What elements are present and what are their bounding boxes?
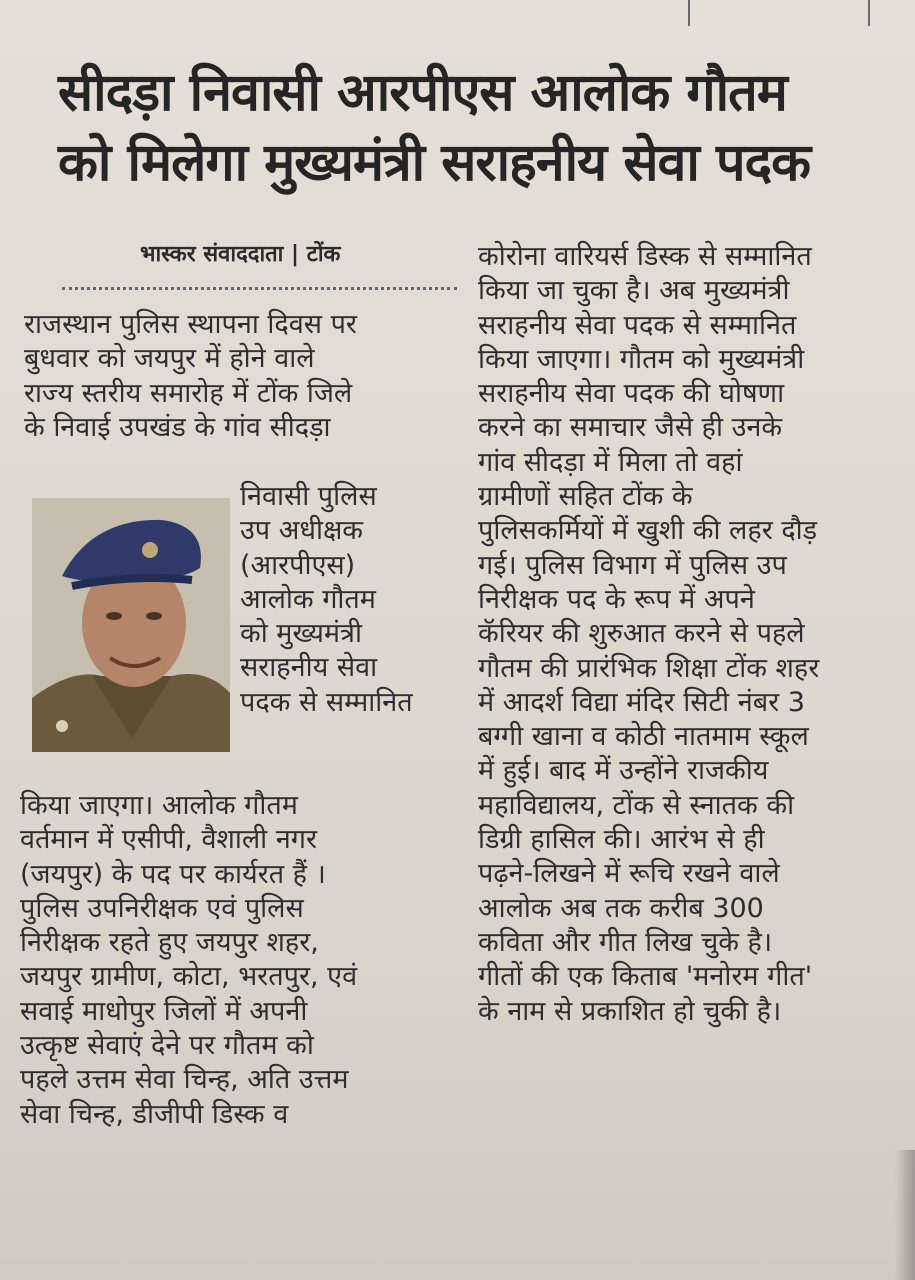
body-line: आलोक गौतम xyxy=(240,583,376,615)
headline-line-2: को मिलेगा मुख्यमंत्री सराहनीय सेवा पदक xyxy=(58,133,811,193)
body-line: वर्तमान में एसीपी, वैशाली नगर xyxy=(20,824,317,856)
body-line: पहले उत्तम सेवा चिन्ह, अति उत्तम xyxy=(20,1064,349,1096)
body-line: किया जाएगा। आलोक गौतम xyxy=(20,790,298,821)
body-column-left-top xyxy=(24,308,464,445)
byline-divider xyxy=(62,287,457,290)
body-line: आलोक अब तक करीब 300 xyxy=(478,892,764,924)
body-column-left-bottom xyxy=(20,789,465,1132)
body-line: गांव सीदड़ा में मिला तो वहां xyxy=(478,446,743,478)
body-line: उप अधीक्षक xyxy=(240,515,364,547)
body-line: निरीक्षक पद के रूप में अपने xyxy=(478,583,755,615)
body-line: गीतों की एक किताब 'मनोरम गीत' xyxy=(478,961,813,993)
page-edge-shadow xyxy=(895,1150,915,1280)
body-line: करने का समाचार जैसे ही उनके xyxy=(478,412,783,444)
body-line: पुलिसकर्मियों में खुशी की लहर दौड़ xyxy=(478,515,818,547)
body-line: जयपुर ग्रामीण, कोटा, भरतपुर, एवं xyxy=(20,961,358,993)
body-line: गौतम की प्रारंभिक शिक्षा टोंक शहर xyxy=(478,652,820,684)
body-line: राजस्थान पुलिस स्थापना दिवस पर xyxy=(24,309,357,340)
body-line: डिग्री हासिल की। आरंभ से ही xyxy=(478,824,765,856)
body-line: (जयपुर) के पद पर कार्यरत हैं । xyxy=(20,858,326,890)
body-line: कोरोना वारियर्स डिस्क से सम्मानित xyxy=(478,241,812,272)
byline: भास्कर संवाददाता | टोंक xyxy=(140,242,341,267)
officer-portrait-illustration xyxy=(32,498,230,752)
body-line: पुलिस उपनिरीक्षक एवं पुलिस xyxy=(20,892,304,924)
body-line: सवाई माधोपुर जिलों में अपनी xyxy=(20,995,308,1027)
body-line: ग्रामीणों सहित टोंक के xyxy=(478,481,693,513)
body-line: निवासी पुलिस xyxy=(240,481,377,512)
body-column-right xyxy=(478,240,890,1029)
body-line: निरीक्षक रहते हुए जयपुर शहर, xyxy=(20,927,319,959)
body-line: पढ़ने-लिखने में रूचि रखने वाले xyxy=(478,858,780,890)
officer-photo xyxy=(32,498,230,752)
body-line: के निवाई उपखंड के गांव सीदड़ा xyxy=(24,411,331,443)
article-headline xyxy=(58,58,888,198)
body-line: सराहनीय सेवा पदक की घोषणा xyxy=(478,378,785,410)
body-line: (आरपीएस) xyxy=(240,549,356,581)
body-line: महाविद्यालय, टोंक से स्नातक की xyxy=(478,789,795,821)
body-line: सराहनीय सेवा पदक से सम्मानित xyxy=(478,309,797,341)
body-line: राज्य स्तरीय समारोह में टोंक जिले xyxy=(24,377,353,409)
body-line: सराहनीय सेवा xyxy=(240,652,378,684)
body-line: किया जा चुका है। अब मुख्यमंत्री xyxy=(478,275,790,307)
body-line: पदक से सम्मानित xyxy=(240,686,413,718)
body-line: को मुख्यमंत्री xyxy=(240,618,362,650)
body-line: उत्कृष्ट सेवाएं देने पर गौतम को xyxy=(20,1030,314,1062)
body-line: सेवा चिन्ह, डीजीपी डिस्क व xyxy=(20,1098,289,1130)
body-line: कविता और गीत लिख चुके है। xyxy=(478,926,773,958)
previous-article-fragment xyxy=(0,0,915,30)
body-line: कॅरियर की शुरुआत करने से पहले xyxy=(478,618,805,650)
body-line: के नाम से प्रकाशित हो चुकी है। xyxy=(478,995,782,1027)
body-line: में हुई। बाद में उन्होंने राजकीय xyxy=(478,755,769,787)
body-column-beside-photo xyxy=(240,480,460,720)
body-line: बग्गी खाना व कोठी नातमाम स्कूल xyxy=(478,721,809,753)
headline-line-1: सीदड़ा निवासी आरपीएस आलोक गौतम xyxy=(58,63,787,123)
column-rule xyxy=(688,0,690,26)
column-rule xyxy=(868,0,870,26)
body-line: किया जाएगा। गौतम को मुख्यमंत्री xyxy=(478,343,805,375)
body-line: में आदर्श विद्या मंदिर सिटी नंबर 3 xyxy=(478,686,805,718)
body-line: बुधवार को जयपुर में होने वाले xyxy=(24,343,315,375)
body-line: गई। पुलिस विभाग में पुलिस उप xyxy=(478,549,787,581)
